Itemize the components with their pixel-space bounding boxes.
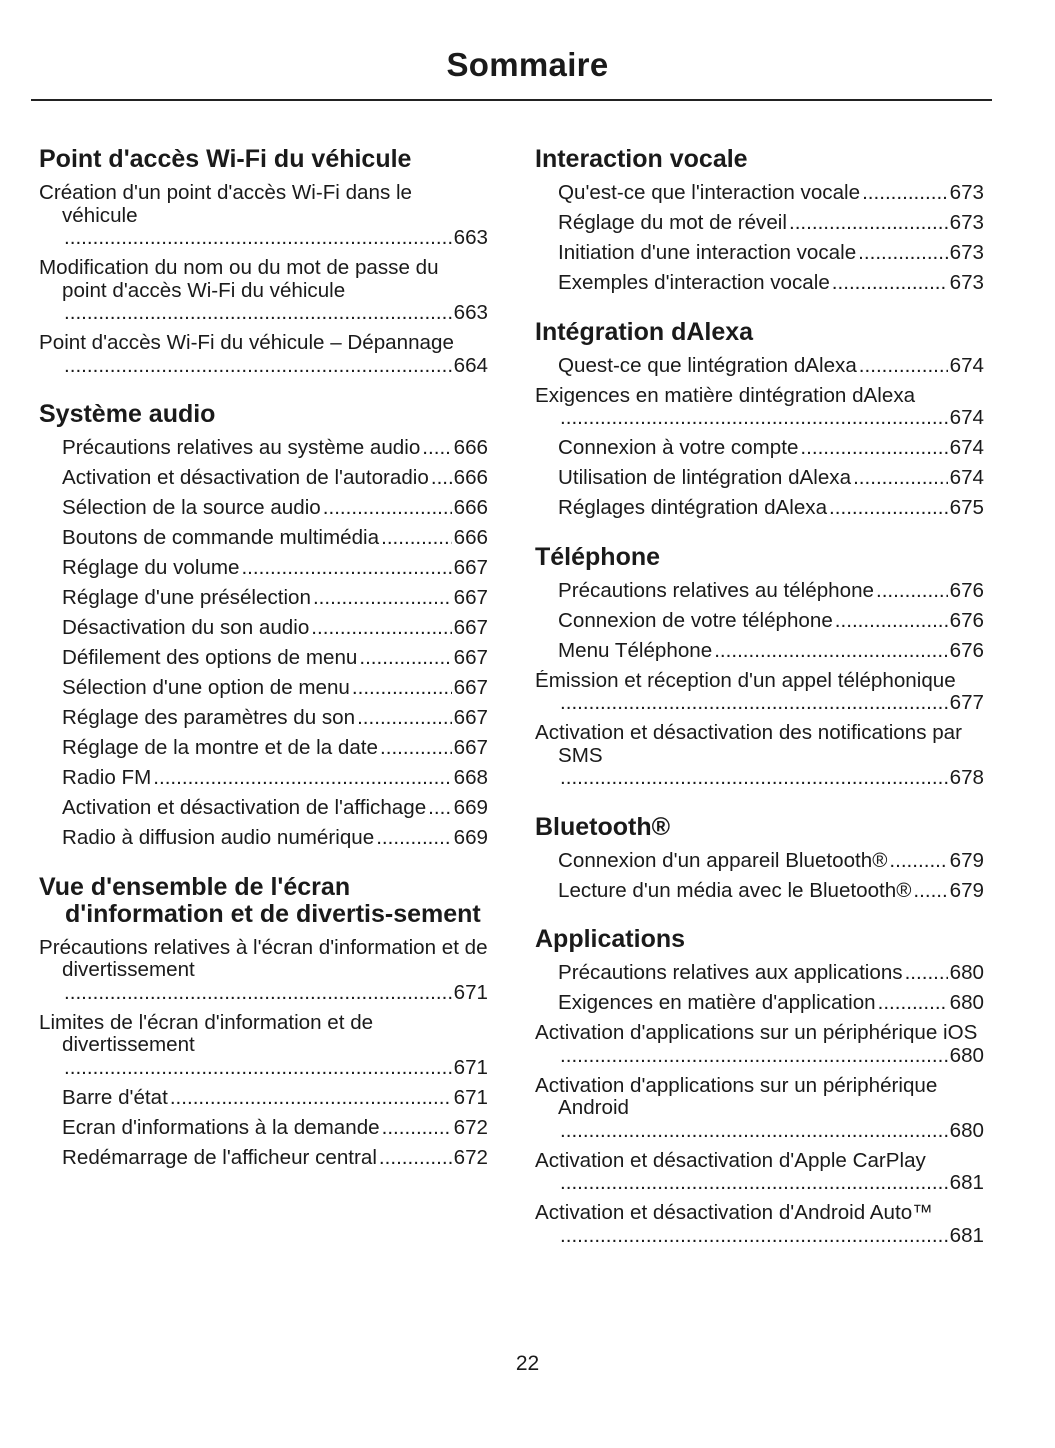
entry-page-number: 666 [453, 467, 488, 489]
entry-title: Boutons de commande multimédia [62, 527, 380, 549]
entry-leader-line [558, 1225, 984, 1248]
entry-page-number: 678 [949, 766, 984, 789]
dot-leader [560, 1225, 948, 1248]
dot-leader [905, 962, 948, 985]
dot-leader [853, 467, 948, 490]
toc-entry[interactable] [535, 880, 984, 903]
entry-title: Création d'un point d'accès Wi-Fi dans le véhicule [39, 182, 413, 227]
entry-title: Réglage de la montre et de la date [62, 737, 378, 759]
entry-leader-line [62, 707, 488, 730]
dot-leader [311, 617, 451, 640]
entry-leader-line [558, 767, 984, 790]
toc-entry[interactable] [39, 527, 488, 550]
dot-leader [376, 827, 451, 850]
entry-title: Réglage des paramètres du son [62, 707, 356, 729]
entry-title: Radio FM [62, 767, 152, 789]
entry-page-number: 673 [949, 272, 984, 294]
entry-title: Utilisation de lintégration dAlexa [558, 467, 852, 489]
entry-page-number: 676 [949, 579, 984, 602]
toc-entry[interactable] [39, 332, 488, 377]
entry-title: Réglages dintégration dAlexa [558, 497, 828, 519]
entry-page-number: 681 [949, 1223, 984, 1247]
entry-page-number: 671 [453, 980, 488, 1004]
entry-title: Activation et désactivation d'Apple CarPlay [535, 1149, 926, 1172]
entry-title: Défilement des options de menu [62, 647, 358, 669]
entry-leader-line [62, 497, 488, 520]
dot-leader [359, 647, 451, 670]
entry-title: Connexion de votre téléphone [558, 609, 833, 632]
entry-leader-line [62, 227, 488, 250]
toc-entry[interactable] [39, 182, 488, 250]
entry-page-number: 681 [949, 1171, 984, 1194]
entry-page-number: 667 [453, 587, 488, 609]
entry-page-number: 680 [949, 992, 984, 1014]
entry-page-number: 673 [949, 212, 984, 234]
right-column [535, 146, 984, 1271]
entry-page-number: 667 [453, 617, 488, 639]
entry-leader-line [62, 467, 488, 490]
dot-leader [380, 737, 452, 760]
entry-title: Désactivation du son audio [62, 617, 310, 639]
entry-title: Connexion à votre compte [558, 437, 799, 459]
section-heading: Intégration dAlexa [535, 317, 754, 346]
entry-page-number: 676 [949, 639, 984, 662]
entry-page-number: 666 [453, 497, 488, 519]
page-number: 22 [515, 1352, 540, 1375]
dot-leader [153, 767, 451, 790]
entry-page-number: 675 [949, 497, 984, 519]
dot-leader [560, 1045, 948, 1068]
dot-leader [64, 355, 452, 378]
toc-entry[interactable] [39, 677, 488, 700]
entry-leader-line [62, 437, 488, 460]
entry-leader-line [62, 1057, 488, 1080]
toc-entry[interactable] [39, 467, 488, 490]
toc-entry[interactable] [39, 497, 488, 520]
toc-entry[interactable] [535, 610, 984, 633]
entry-title: Point d'accès Wi-Fi du véhicule – Dépannage [39, 332, 454, 354]
entry-leader-line [558, 212, 984, 235]
entry-page-number: 667 [453, 557, 488, 579]
entry-leader-line [62, 827, 488, 850]
entry-leader-line [558, 1045, 984, 1068]
dot-leader [560, 692, 948, 715]
entry-leader-line [62, 587, 488, 610]
entry-title: Barre d'état [62, 1086, 168, 1109]
entry-leader-line [558, 580, 984, 603]
toc-entry[interactable] [535, 182, 984, 205]
toc-entry[interactable] [39, 827, 488, 850]
entry-title: Menu Téléphone [558, 639, 713, 662]
entry-title: Précautions relatives aux applications [558, 962, 903, 984]
entry-leader-line [62, 1147, 488, 1170]
toc-entry[interactable] [39, 617, 488, 640]
toc-entry[interactable] [535, 580, 984, 603]
toc-entry[interactable] [535, 640, 984, 663]
entry-page-number: 667 [453, 707, 488, 729]
entry-leader-line [62, 617, 488, 640]
dot-leader [428, 797, 451, 820]
toc-entry[interactable] [39, 1147, 488, 1170]
entry-title: Qu'est-ce que l'interaction vocale [558, 182, 861, 204]
entry-title: Réglage du volume [62, 557, 240, 579]
entry-page-number: 667 [453, 647, 488, 669]
entry-page-number: 674 [949, 437, 984, 459]
dot-leader [323, 497, 452, 520]
toc-entry[interactable] [39, 647, 488, 670]
toc-entry[interactable] [535, 497, 984, 520]
toc-entry[interactable] [535, 670, 984, 715]
entry-leader-line [558, 272, 984, 295]
entry-page-number: 676 [949, 609, 984, 632]
entry-leader-line [62, 767, 488, 790]
toc-entry[interactable] [535, 242, 984, 265]
entry-page-number: 669 [453, 797, 488, 819]
entry-leader-line [558, 242, 984, 265]
entry-leader-line [62, 737, 488, 760]
entry-leader-line [558, 182, 984, 205]
toc-entry[interactable] [535, 467, 984, 490]
dot-leader [862, 182, 948, 205]
section-heading: Bluetooth® [535, 812, 671, 841]
entry-leader-line [558, 1172, 984, 1195]
entry-title: Radio à diffusion audio numérique [62, 827, 375, 849]
entry-page-number: 673 [949, 182, 984, 204]
section-heading: Interaction vocale [535, 145, 748, 173]
dot-leader [832, 272, 948, 295]
entry-leader-line [558, 640, 984, 663]
entry-title: Sélection de la source audio [62, 497, 321, 519]
section-heading: Point d'accès Wi-Fi du véhicule [39, 145, 412, 173]
entry-page-number: 680 [949, 1043, 984, 1067]
entry-page-number: 674 [949, 467, 984, 489]
entry-title: Précautions relatives au système audio [62, 437, 421, 459]
dot-leader [714, 640, 947, 663]
dot-leader [241, 557, 451, 580]
toc-entry[interactable] [535, 1150, 984, 1195]
entry-title: Ecran d'informations à la demande [62, 1116, 380, 1139]
toc-section [535, 814, 984, 903]
entry-title: Sélection d'une option de menu [62, 677, 350, 699]
toc-section [39, 146, 488, 377]
entry-page-number: 677 [949, 691, 984, 714]
dot-leader [64, 1057, 452, 1080]
entry-title: Précautions relatives à l'écran d'information et de divertissement [39, 936, 488, 981]
section-heading: Vue d'ensemble de l'écran d'information et de divertis-sement [39, 872, 481, 928]
page-title: Sommaire [446, 46, 609, 83]
entry-title: Émission et réception d'un appel téléphonique [535, 669, 956, 692]
dot-leader [789, 212, 948, 235]
entry-leader-line [62, 527, 488, 550]
toc-entry[interactable] [39, 557, 488, 580]
entry-leader-line [558, 992, 984, 1015]
entry-leader-line [558, 407, 984, 430]
dot-leader [382, 1117, 452, 1140]
dot-leader [859, 355, 948, 378]
entry-page-number: 667 [453, 677, 488, 699]
entry-page-number: 668 [453, 767, 488, 789]
entry-leader-line [558, 692, 984, 715]
toc-entry[interactable] [535, 437, 984, 460]
entry-leader-line [558, 850, 984, 873]
entry-title: Activation et désactivation de l'autoradio [62, 467, 429, 489]
entry-leader-line [62, 1117, 488, 1140]
dot-leader [381, 527, 452, 550]
entry-page-number: 671 [453, 1055, 488, 1079]
entry-title: Redémarrage de l'afficheur central [62, 1146, 377, 1169]
toc-entry[interactable] [535, 992, 984, 1015]
entry-title: Lecture d'un média avec le Bluetooth® [558, 879, 912, 902]
toc-entry[interactable] [535, 850, 984, 873]
dot-leader [800, 437, 947, 460]
toc-entry[interactable] [39, 737, 488, 760]
entry-page-number: 679 [949, 849, 984, 872]
toc-entry[interactable] [535, 1022, 984, 1067]
section-heading: Téléphone [535, 542, 661, 571]
entry-page-number: 663 [453, 226, 488, 249]
entry-leader-line [558, 962, 984, 985]
toc-entry[interactable] [535, 385, 984, 430]
toc-entry[interactable] [39, 587, 488, 610]
dot-leader [64, 302, 452, 325]
toc-entry[interactable] [535, 272, 984, 295]
entry-leader-line [62, 557, 488, 580]
entry-title: Activation d'applications sur un périphérique iOS [535, 1022, 978, 1044]
entry-page-number: 679 [949, 879, 984, 902]
dot-leader [560, 407, 948, 430]
dot-leader [352, 677, 452, 700]
entry-title: Modification du nom ou du mot de passe du point d'accès Wi-Fi du véhicule [39, 257, 439, 302]
toc-entry[interactable] [39, 437, 488, 460]
entry-leader-line [62, 355, 488, 378]
entry-leader-line [62, 982, 488, 1005]
entry-leader-line [558, 437, 984, 460]
toc-entry[interactable] [535, 962, 984, 985]
dot-leader [878, 992, 948, 1015]
entry-leader-line [558, 610, 984, 633]
dot-leader [170, 1087, 452, 1110]
entry-leader-line [558, 1120, 984, 1143]
entry-title: Exemples d'interaction vocale [558, 272, 830, 294]
entry-leader-line [62, 647, 488, 670]
toc-entry[interactable] [39, 1012, 488, 1080]
left-column [39, 146, 488, 1193]
dot-leader [313, 587, 452, 610]
dot-leader [876, 580, 948, 603]
entry-title: Connexion d'un appareil Bluetooth® [558, 849, 888, 872]
entry-title: Précautions relatives au téléphone [558, 579, 874, 602]
toc-entry[interactable] [39, 1117, 488, 1140]
toc-entry[interactable] [535, 1075, 984, 1143]
toc-entry[interactable] [39, 767, 488, 790]
toc-section [535, 544, 984, 790]
entry-title: Activation et désactivation de l'affichage [62, 797, 427, 819]
entry-leader-line [62, 302, 488, 325]
entry-title: Réglage du mot de réveil [558, 212, 787, 234]
toc-entry[interactable] [39, 707, 488, 730]
toc-entry[interactable] [535, 722, 984, 790]
entry-page-number: 664 [453, 353, 488, 377]
dot-leader [858, 242, 947, 265]
entry-leader-line [62, 1087, 488, 1110]
entry-page-number: 666 [453, 527, 488, 549]
title-divider [31, 99, 992, 101]
entry-page-number: 666 [453, 437, 488, 459]
entry-leader-line [62, 797, 488, 820]
entry-title: Initiation d'une interaction vocale [558, 242, 857, 264]
entry-page-number: 663 [453, 301, 488, 324]
toc-entry[interactable] [39, 257, 488, 325]
entry-leader-line [558, 467, 984, 490]
entry-page-number: 680 [949, 1118, 984, 1142]
entry-page-number: 674 [949, 406, 984, 429]
dot-leader [357, 707, 452, 730]
entry-leader-line [558, 880, 984, 903]
entry-title: Réglage d'une présélection [62, 587, 311, 609]
entry-page-number: 672 [453, 1146, 488, 1169]
section-heading: Applications [535, 925, 686, 953]
dot-leader [835, 610, 948, 633]
entry-page-number: 669 [453, 827, 488, 849]
toc-entry[interactable] [39, 1087, 488, 1110]
toc-entry[interactable] [535, 212, 984, 235]
entry-page-number: 674 [949, 354, 984, 377]
toc-section [535, 319, 984, 520]
dot-leader [560, 1172, 948, 1195]
dot-leader [64, 227, 452, 250]
toc-section [535, 146, 984, 295]
dot-leader [560, 767, 948, 790]
entry-page-number: 671 [453, 1086, 488, 1109]
entry-page-number: 667 [453, 737, 488, 759]
entry-title: Quest-ce que lintégration dAlexa [558, 354, 857, 377]
section-heading: Système audio [39, 400, 216, 428]
toc-entry[interactable] [39, 797, 488, 820]
entry-leader-line [558, 497, 984, 520]
dot-leader [913, 880, 947, 903]
toc-entry[interactable] [535, 1202, 984, 1247]
entry-page-number: 673 [949, 242, 984, 264]
dot-leader [889, 850, 947, 873]
entry-title: Activation d'applications sur un périphérique Android [535, 1074, 938, 1119]
toc-entry[interactable] [535, 355, 984, 378]
entry-title: Exigences en matière d'application [558, 992, 876, 1014]
toc-entry[interactable] [39, 937, 488, 1005]
toc-section [39, 874, 488, 1170]
entry-page-number: 680 [949, 962, 984, 984]
entry-title: Activation et désactivation d'Android Auto™ [535, 1202, 933, 1224]
dot-leader [422, 437, 451, 460]
entry-title: Exigences en matière dintégration dAlexa [535, 384, 916, 407]
entry-page-number: 672 [453, 1116, 488, 1139]
toc-section [535, 926, 984, 1247]
dot-leader [64, 982, 452, 1005]
dot-leader [431, 467, 452, 490]
toc-section [39, 401, 488, 850]
entry-leader-line [62, 677, 488, 700]
dot-leader [379, 1147, 452, 1170]
dot-leader [560, 1120, 948, 1143]
entry-title: Limites de l'écran d'information et de divertissement [39, 1011, 374, 1056]
dot-leader [829, 497, 948, 520]
entry-leader-line [558, 355, 984, 378]
entry-title: Activation et désactivation des notifications par SMS [535, 722, 962, 767]
